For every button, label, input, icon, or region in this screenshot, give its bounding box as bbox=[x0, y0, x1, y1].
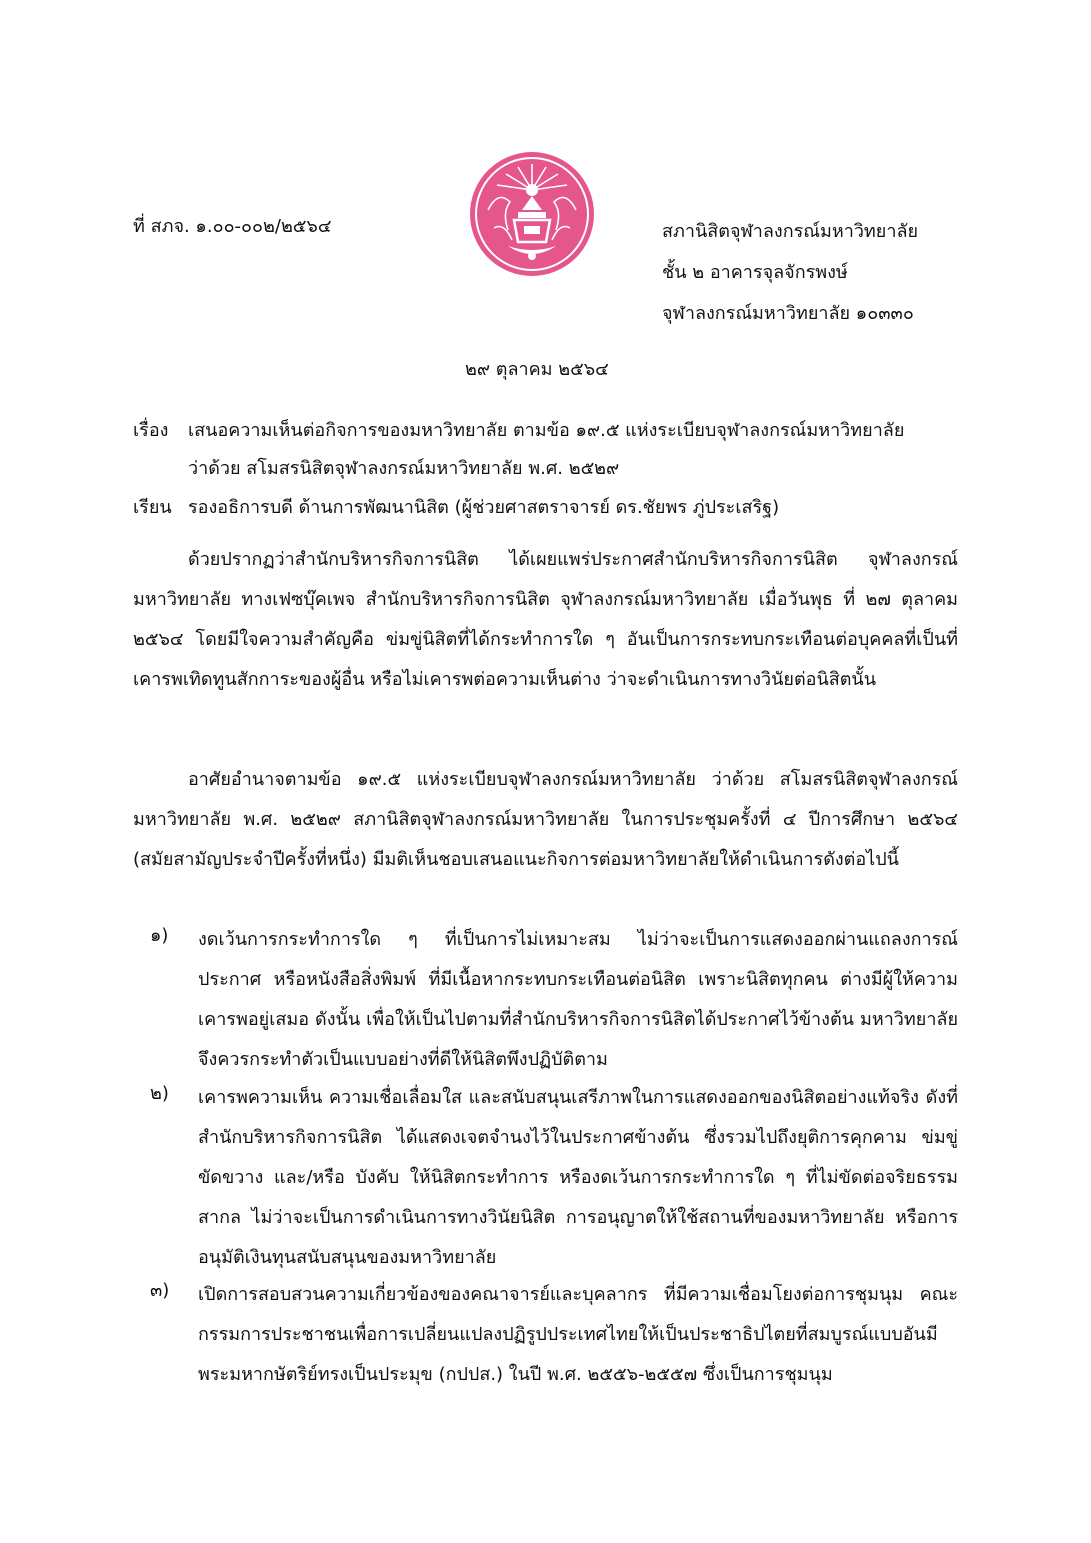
list-item-text: งดเว้นการกระทำการใด ๆ ที่เป็นการไม่เหมาะสม ไม่ว่าจะเป็นการแสดงออกผ่านแถลงการณ์ ประกาศ หรือหนังสือสิ่งพิมพ์ ที่มีเนื้อหากระทบกระเทือนต่อนิสิต เพราะนิสิตทุกคน ต่างมีผู้ให้ความเคารพอยู่เสมอ ดังนั้น เพื่อให้เป็นไปตามที่สำนักบริหารกิจการนิสิตได้ประกาศไว้ข้างต้น มหาวิทยาลัยจึงควรกระทำตัวเป็นแบบอย่างที่ดีให้นิสิตพึงปฏิบัติตาม bbox=[198, 929, 958, 1070]
letter-date: ๒๙ ตุลาคม ๒๕๖๔ bbox=[465, 359, 609, 380]
recipient-label: เรียน bbox=[133, 497, 172, 518]
subject-line-1: เสนอความเห็นต่อกิจการของมหาวิทยาลัย ตามข้อ ๑๙.๕ แห่งระเบียบจุฬาลงกรณ์มหาวิทยาลัย bbox=[188, 420, 905, 441]
list-item-number: ๒) bbox=[150, 1083, 169, 1104]
body-paragraph-2: อาศัยอำนาจตามข้อ ๑๙.๕ แห่งระเบียบจุฬาลงกรณ์มหาวิทยาลัย ว่าด้วย สโมสรนิสิตจุฬาลงกรณ์มหาวิทยาลัย พ.ศ. ๒๕๒๙ สภานิสิตจุฬาลงกรณ์มหาวิทยาลัย ในการประชุมครั้งที่ ๔ ปีการศึกษา ๒๕๖๔ (สมัยสามัญประจำปีครั้งที่หนึ่ง) มีมติเห็นชอบเสนอแนะกิจการต่อมหาวิทยาลัยให้ดำเนินการดังต่อไปนี้ bbox=[133, 769, 958, 870]
address-line-2: ชั้น ๒ อาคารจุลจักรพงษ์ bbox=[662, 262, 848, 283]
list-item-text: เคารพความเห็น ความเชื่อเลื่อมใส และสนับสนุนเสรีภาพในการแสดงออกของนิสิตอย่างแท้จริง ดังที่สำนักบริหารกิจการนิสิต ได้แสดงเจตจำนงไว้ในประกาศข้างต้น ซึ่งรวมไปถึงยุติการคุกคาม ข่มขู่ ขัดขวาง และ/หรือ บังคับ ให้นิสิตกระทำการ หรืองดเว้นการกระทำการใด ๆ ที่ไม่ขัดต่อจริยธรรมสากล ไม่ว่าจะเป็นการดำเนินการทางวินัยนิสิต การอนุญาตให้ใช้สถานที่ของมหาวิทยาลัย หรือการอนุมัติเงินทุนสนับสนุนของมหาวิทยาลัย bbox=[198, 1087, 958, 1268]
document-number: ที่ สภจ. ๑.๐๐-๐๐๒/๒๕๖๔ bbox=[133, 216, 332, 237]
sender-address bbox=[662, 211, 918, 334]
recipient-text: รองอธิการบดี ด้านการพัฒนานิสิต (ผู้ช่วยศาสตราจารย์ ดร.ชัยพร ภู่ประเสริฐ) bbox=[188, 497, 780, 518]
subject-label: เรื่อง bbox=[133, 420, 169, 441]
list-item-text: เปิดการสอบสวนความเกี่ยวข้องของคณาจารย์และบุคลากร ที่มีความเชื่อมโยงต่อการชุมนุม คณะกรรมการประชาชนเพื่อการเปลี่ยนแปลงปฏิรูปประเทศไทยให้เป็นประชาธิปไตยที่สมบูรณ์แบบอันมีพระมหากษัตริย์ทรงเป็นประมุข (กปปส.) ในปี พ.ศ. ๒๕๕๖-๒๕๕๗ ซึ่งเป็นการชุมนุม bbox=[198, 1284, 958, 1385]
list-item-number: ๓) bbox=[150, 1280, 170, 1301]
subject-line-2: ว่าด้วย สโมสรนิสิตจุฬาลงกรณ์มหาวิทยาลัย พ.ศ. ๒๕๒๙ bbox=[188, 458, 620, 479]
list-item-number: ๑) bbox=[150, 925, 169, 946]
address-line-3: จุฬาลงกรณ์มหาวิทยาลัย ๑๐๓๓๐ bbox=[662, 303, 914, 324]
chula-seal-icon bbox=[468, 150, 596, 278]
address-line-1: สภานิสิตจุฬาลงกรณ์มหาวิทยาลัย bbox=[662, 221, 919, 242]
body-paragraph-1: ด้วยปรากฏว่าสำนักบริหารกิจการนิสิต ได้เผยแพร่ประกาศสำนักบริหารกิจการนิสิต จุฬาลงกรณ์มหาวิทยาลัย ทางเฟซบุ๊คเพจ สำนักบริหารกิจการนิสิต จุฬาลงกรณ์มหาวิทยาลัย เมื่อวันพุธ ที่ ๒๗ ตุลาคม ๒๕๖๔ โดยมีใจความสำคัญคือ ข่มขู่นิสิตที่ได้กระทำการใด ๆ อันเป็นการกระทบกระเทือนต่อบุคคลที่เป็นที่เคารพเทิดทูนสักการะของผู้อื่น หรือไม่เคารพต่อความเห็นต่าง ว่าจะดำเนินการทางวินัยต่อนิสิตนั้น bbox=[133, 549, 958, 690]
